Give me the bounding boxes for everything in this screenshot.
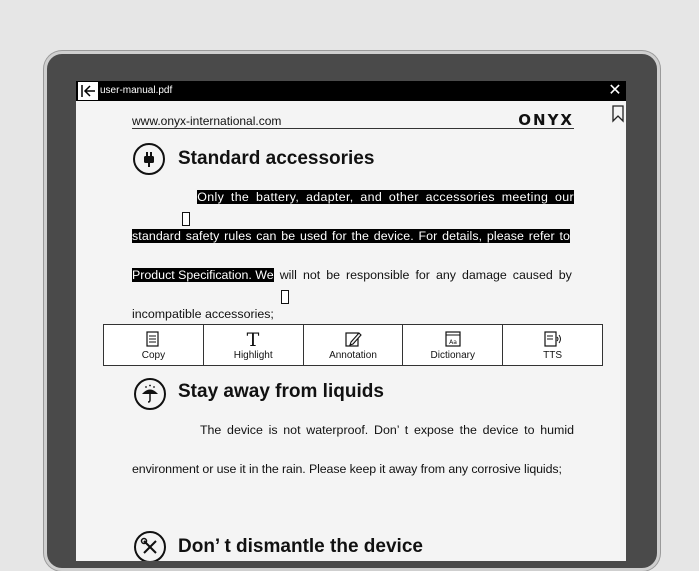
reader-screen bbox=[76, 81, 626, 561]
dictionary-label: Dictionary bbox=[430, 349, 476, 361]
back-icon[interactable] bbox=[78, 82, 98, 100]
highlight-label: Highlight bbox=[233, 349, 273, 361]
paragraph-line: The device is not waterproof. Don’ t expose the device to humid bbox=[199, 423, 574, 437]
annotation-label: Annotation bbox=[329, 349, 377, 361]
paragraph-line bbox=[132, 190, 574, 204]
onyx-logo: ONYX bbox=[518, 111, 574, 129]
copy-label: Copy bbox=[141, 349, 166, 361]
selected-text[interactable]: standard safety rules can be used for the device. For details, please refer to bbox=[132, 229, 571, 243]
svg-text:Aa: Aa bbox=[448, 338, 457, 346]
text-icon bbox=[244, 330, 262, 348]
paragraph-line: incompatible accessories; bbox=[132, 307, 274, 321]
tools-icon bbox=[134, 531, 166, 561]
selection-toolbar bbox=[103, 324, 603, 366]
bookmark-icon[interactable] bbox=[612, 105, 624, 123]
copy-icon bbox=[144, 330, 162, 348]
header-url: www.onyx-international.com bbox=[132, 114, 282, 128]
selected-text[interactable]: Only the battery, adapter, and other accessories meeting our bbox=[197, 190, 574, 204]
dictionary-button[interactable] bbox=[403, 325, 503, 365]
plug-icon bbox=[133, 143, 165, 175]
speaker-icon bbox=[543, 330, 563, 348]
selection-start-handle[interactable] bbox=[182, 212, 190, 226]
selected-text[interactable]: Product Specification. We bbox=[132, 268, 274, 282]
paragraph-line bbox=[132, 268, 574, 282]
dictionary-icon bbox=[444, 330, 462, 348]
tts-button[interactable] bbox=[503, 325, 602, 365]
annotation-button[interactable] bbox=[304, 325, 404, 365]
section-title-liquids: Stay away from liquids bbox=[178, 381, 384, 402]
umbrella-icon bbox=[134, 378, 166, 410]
tts-label: TTS bbox=[543, 349, 563, 361]
file-name: user-manual.pdf bbox=[100, 85, 173, 96]
section-title-accessories: Standard accessories bbox=[178, 148, 375, 169]
section-title-dismantle: Don’ t dismantle the device bbox=[178, 536, 423, 557]
title-bar bbox=[76, 81, 626, 101]
highlight-button[interactable] bbox=[204, 325, 304, 365]
selection-end-handle[interactable] bbox=[281, 290, 289, 304]
page-header bbox=[132, 113, 574, 129]
svg-text:T: T bbox=[246, 329, 260, 348]
pencil-icon bbox=[344, 330, 362, 348]
close-icon[interactable]: ✕ bbox=[608, 82, 622, 99]
paragraph-line: environment or use it in the rain. Please keep it away from any corrosive liquids; bbox=[132, 462, 562, 476]
copy-button[interactable] bbox=[104, 325, 204, 365]
paragraph-line bbox=[132, 229, 574, 243]
paragraph-text: will not be responsible for any damage caused by bbox=[273, 268, 572, 282]
